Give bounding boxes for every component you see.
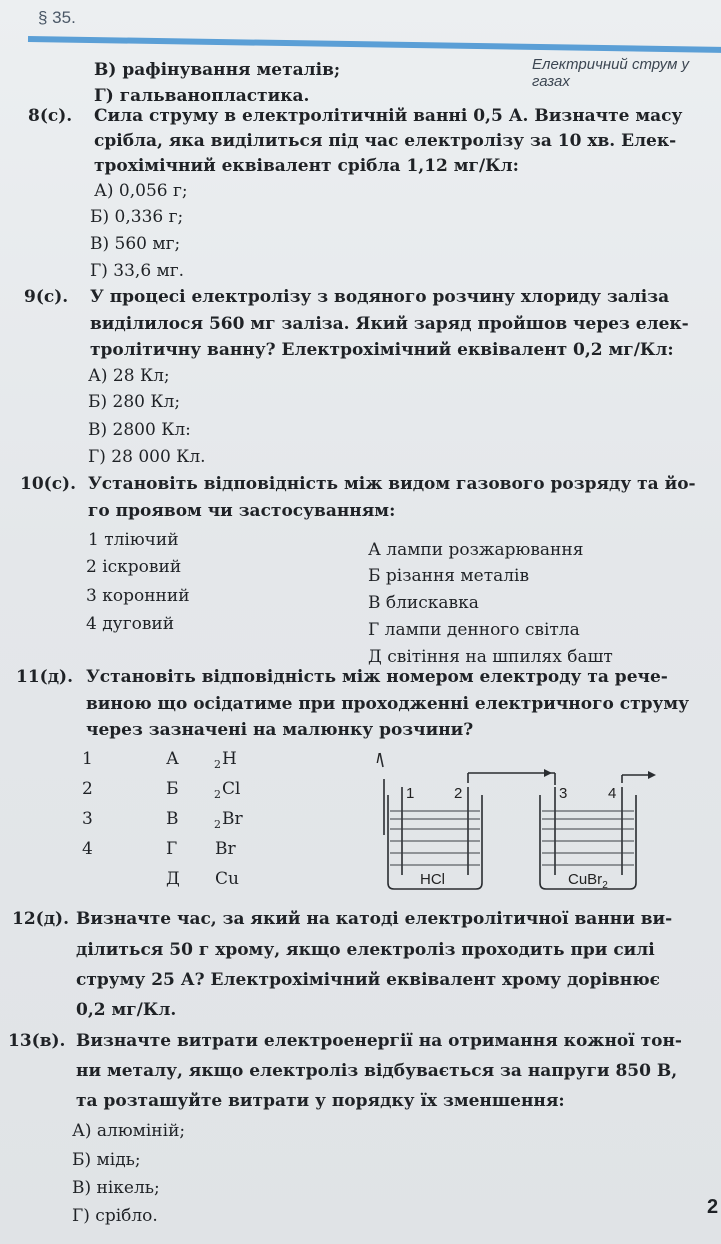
q10-left-item: 1 тліючий xyxy=(88,530,179,550)
q11-letter: Г xyxy=(166,839,178,859)
header-rule xyxy=(28,36,721,53)
q10-line: го проявом чи застосуванням: xyxy=(88,501,396,521)
q13-line: ни металу, якщо електроліз відбувається за напруги 850 В, xyxy=(76,1061,678,1081)
q12-line: струму 25 А? Електрохімічний еквівалент хрому дорівнює xyxy=(76,970,661,990)
current-label: I xyxy=(376,750,381,767)
q10-left-item: 3 коронний xyxy=(86,586,190,606)
q9-option: В) 2800 Кл: xyxy=(88,420,191,440)
q9-option: Б) 280 Кл; xyxy=(88,392,181,412)
q8-number: 8(с). xyxy=(28,106,73,126)
q8-line: Сила струму в електролітичній ванні 0,5 А. Визначте масу xyxy=(94,106,683,126)
q10-right-item: Б різання металів xyxy=(368,566,530,586)
q10-line: Установіть відповідність між видом газового розряду та йо- xyxy=(88,474,696,494)
electrode-label: 4 xyxy=(608,785,617,802)
electrolyte-lines xyxy=(390,811,634,865)
electrode-label: 3 xyxy=(559,785,568,802)
bath-2-label xyxy=(568,871,608,891)
q13-line: та розташуйте витрати у порядку їх зменшення: xyxy=(76,1091,565,1111)
q8-option: Г) 33,6 мг. xyxy=(90,261,185,281)
q11-substance-subscript: 2 xyxy=(214,758,221,771)
q11-substance xyxy=(214,839,236,859)
q11-substance-subscript: 2 xyxy=(214,788,221,801)
q11-electrode-number: 3 xyxy=(82,809,93,829)
electrode-label: 2 xyxy=(454,785,463,802)
q13-option: В) нікель; xyxy=(72,1178,160,1198)
q11-substance xyxy=(214,749,237,769)
q10-number: 10(с). xyxy=(20,474,77,494)
q13-option: А) алюміній; xyxy=(72,1121,186,1141)
q9-line: тролітичну ванну? Електрохімічний еквівалент 0,2 мг/Кл: xyxy=(90,340,674,360)
q11-substance xyxy=(214,779,240,799)
q13-number: 13(в). xyxy=(8,1031,66,1051)
arrowhead-icon xyxy=(648,771,656,779)
q9-line: У процесі електролізу з водяного розчину хлориду заліза xyxy=(90,287,670,307)
option-v: В) рафінування металів; xyxy=(94,60,341,80)
q11-letter: Б xyxy=(166,779,179,799)
q13-option: Б) мідь; xyxy=(72,1150,141,1170)
q12-line: 0,2 мг/Кл. xyxy=(76,1000,177,1020)
q10-right-item: А лампи розжарювання xyxy=(368,540,584,560)
q11-substance xyxy=(214,869,239,889)
page-number: 2 xyxy=(707,1196,719,1218)
q11-letter: А xyxy=(166,749,179,769)
q9-number: 9(с). xyxy=(24,287,69,307)
q11-letter: Д xyxy=(166,869,180,889)
q9-option: А) 28 Кл; xyxy=(88,366,170,386)
q8-line: трохімічний еквівалент срібла 1,12 мг/Кл: xyxy=(94,156,519,176)
q9-option: Г) 28 000 Кл. xyxy=(88,447,206,467)
q11-substance-symbol: Br xyxy=(222,809,243,829)
q11-number: 11(д). xyxy=(16,667,73,687)
q11-electrode-number: 1 xyxy=(82,749,93,769)
q8-line: срібла, яка виділиться під час електролізу за 10 хв. Елек- xyxy=(94,131,677,151)
q11-substance-symbol: Cu xyxy=(215,869,239,889)
bath-2-formula: CuBr xyxy=(568,871,603,888)
q11-substance-symbol: Br xyxy=(215,839,236,859)
q12-number: 12(д). xyxy=(12,909,69,929)
q12-line: ділиться 50 г хрому, якщо електроліз проходить при силі xyxy=(76,940,655,960)
q10-left-item: 2 іскровий xyxy=(86,557,182,577)
q11-line: через зазначені на малюнку розчини? xyxy=(86,720,474,740)
q13-option: Г) срібло. xyxy=(72,1206,158,1226)
option-g: Г) гальванопластика. xyxy=(94,86,310,106)
chapter-title: Електричний струм у газах xyxy=(532,56,690,90)
q11-line: виною що осідатиме при проходженні електричного струму xyxy=(86,694,690,714)
current-arrow-icon xyxy=(380,753,383,767)
q11-letter: В xyxy=(166,809,179,829)
q12-line: Визначте час, за який на катоді електролітичної ванни ви- xyxy=(76,909,673,929)
q8-option: Б) 0,336 г; xyxy=(90,207,184,227)
q10-right-item: В блискавка xyxy=(368,593,479,613)
section-number: § 35. xyxy=(38,8,76,27)
q9-line: виділилося 560 мг заліза. Який заряд пройшов через елек- xyxy=(90,314,689,334)
electrolysis-diagram xyxy=(350,745,670,900)
q10-right-item: Д світіння на шпилях башт xyxy=(368,647,613,667)
q11-substance-subscript: 2 xyxy=(214,818,221,831)
q10-left-item: 4 дуговий xyxy=(86,614,175,634)
bath-1-label: HCl xyxy=(420,871,445,888)
q11-substance xyxy=(214,809,243,829)
q11-substance-symbol: H xyxy=(222,749,237,769)
q11-line: Установіть відповідність між номером електроду та рече- xyxy=(86,667,668,687)
q11-electrode-number: 4 xyxy=(82,839,93,859)
q10-right-item: Г лампи денного світла xyxy=(368,620,580,640)
q11-electrode-number: 2 xyxy=(82,779,93,799)
q8-option: А) 0,056 г; xyxy=(94,181,188,201)
electrode-label: 1 xyxy=(406,785,415,802)
arrowhead-icon xyxy=(544,769,552,777)
q8-option: В) 560 мг; xyxy=(90,234,181,254)
bath-2-subscript: 2 xyxy=(602,880,608,891)
q13-line: Визначте витрати електроенергії на отримання кожної тон- xyxy=(76,1031,682,1051)
q11-substance-symbol: Cl xyxy=(222,779,241,799)
